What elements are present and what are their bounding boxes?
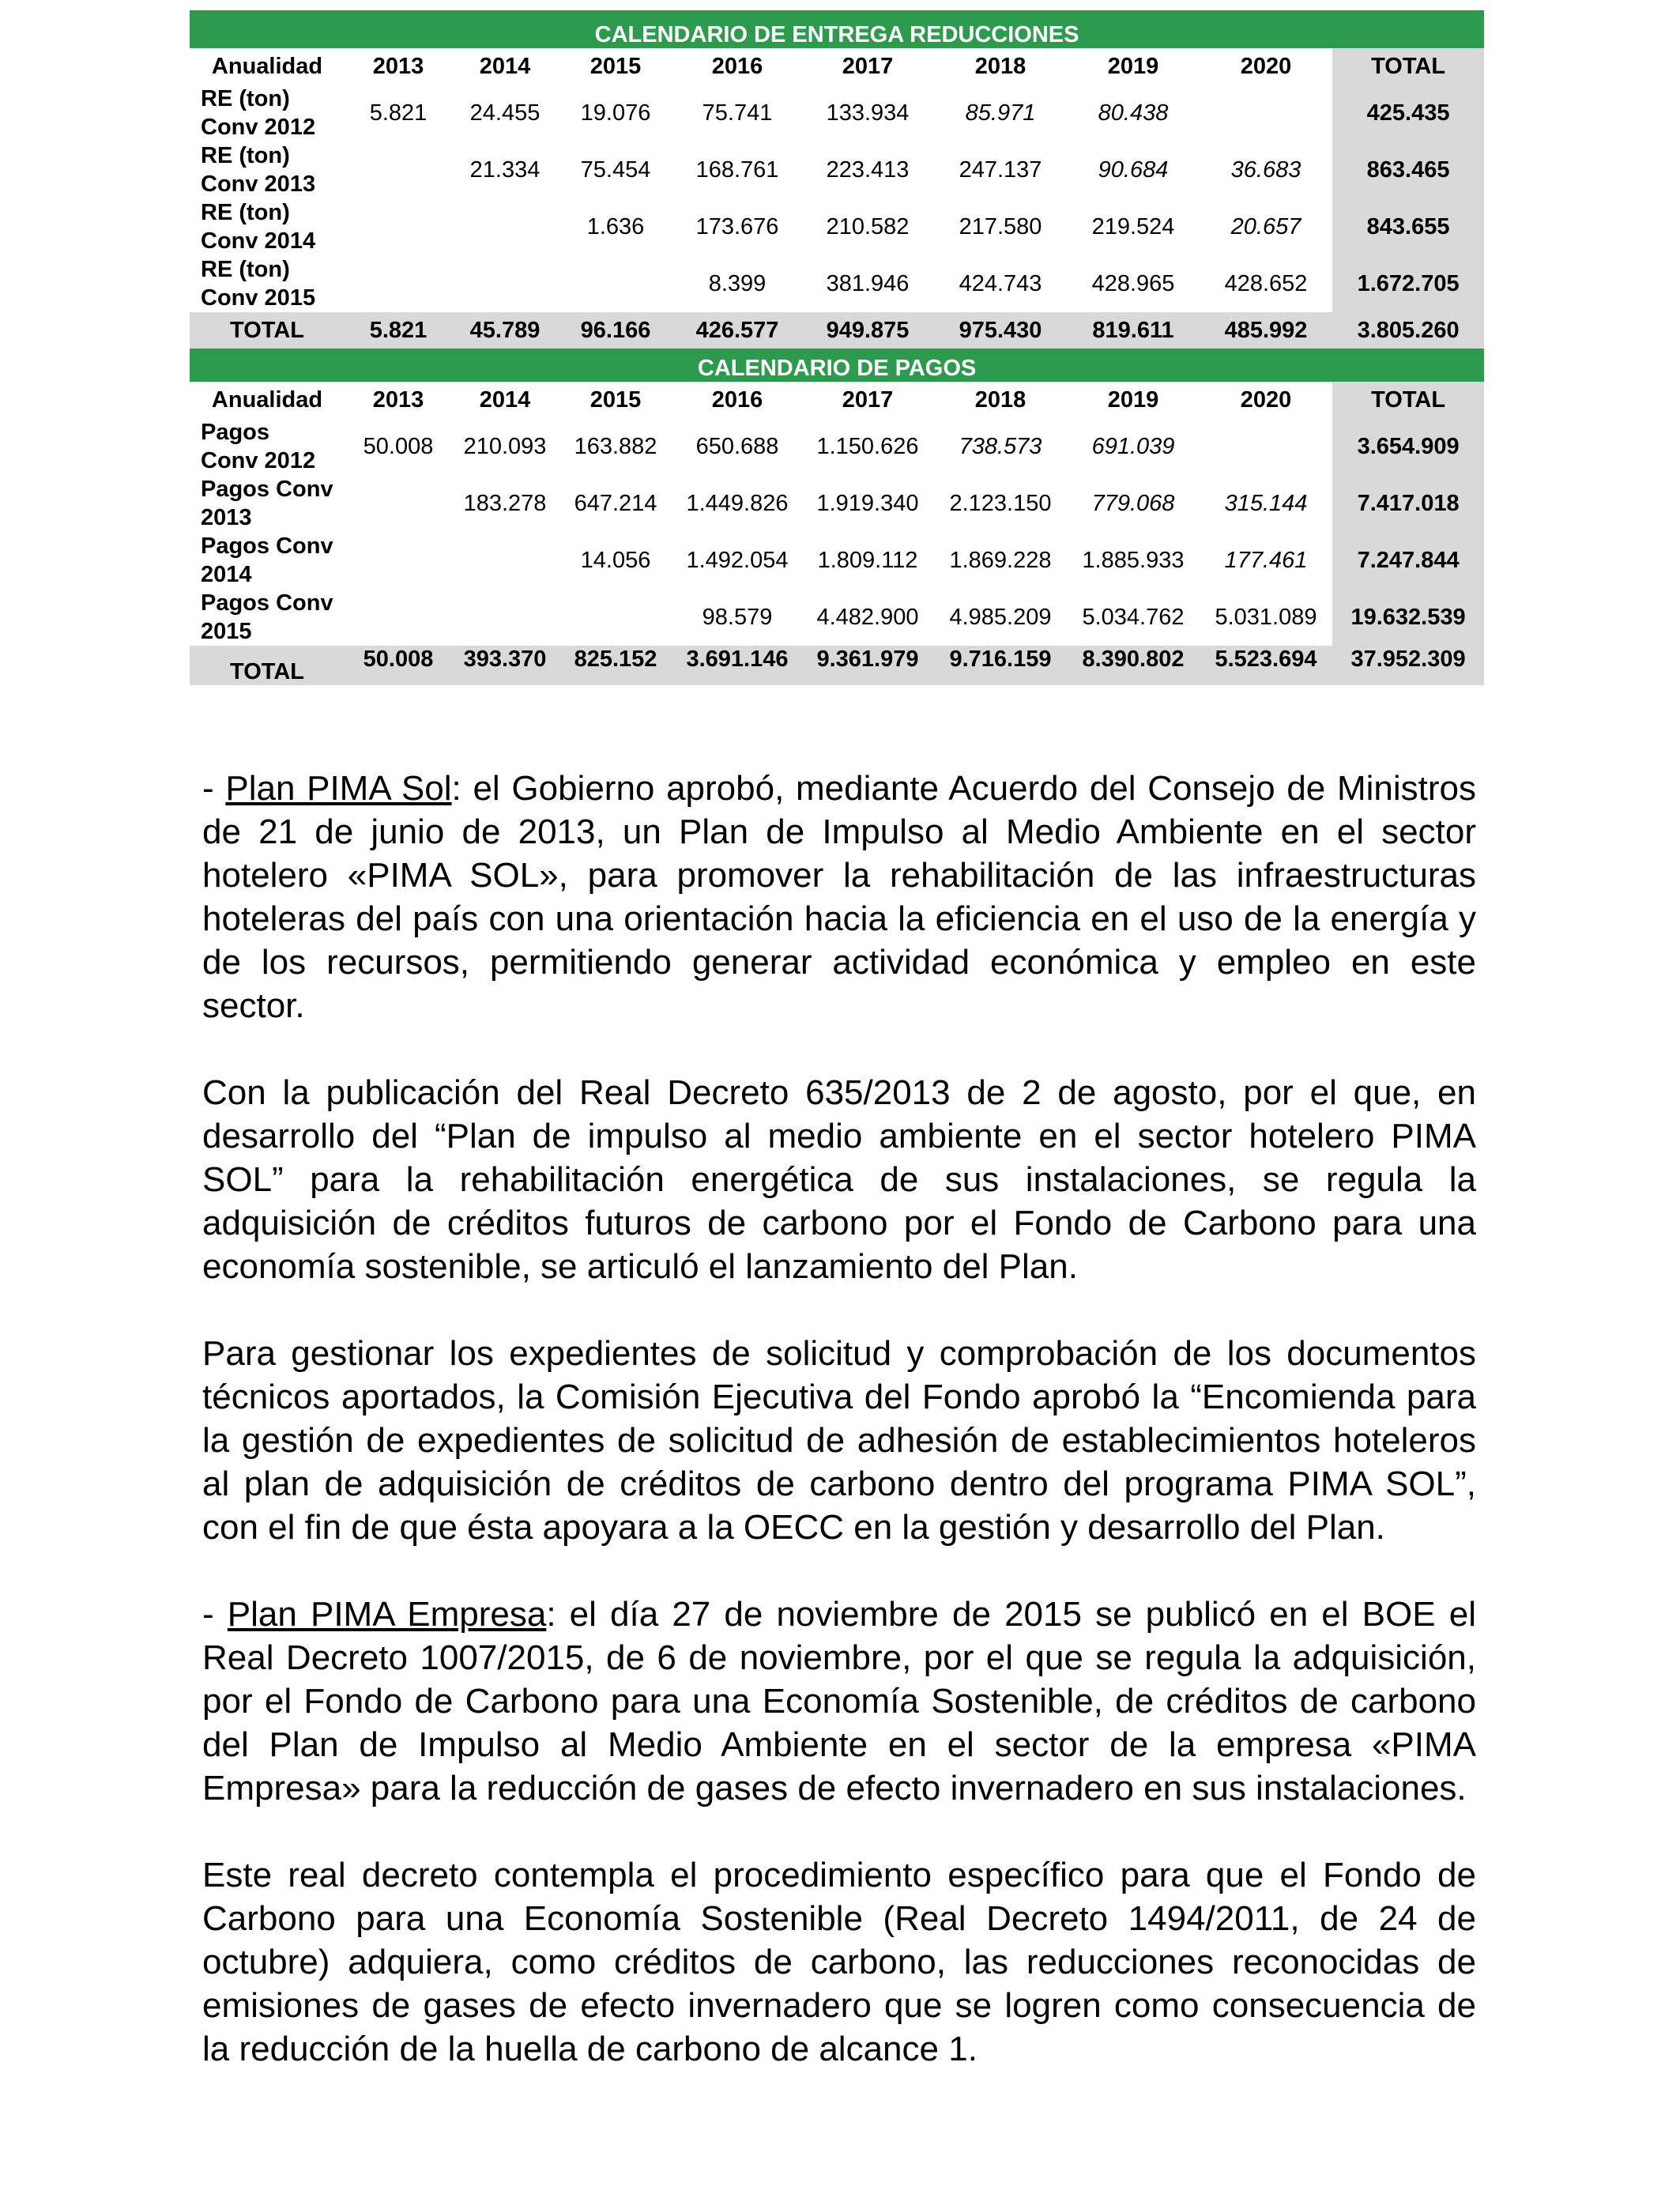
table-row xyxy=(190,85,1484,141)
total-cell: 9.716.159 xyxy=(934,646,1067,685)
grand-total-cell: 3.805.260 xyxy=(1332,312,1484,349)
table-cell: 424.743 xyxy=(959,271,1042,296)
body-text xyxy=(202,767,1476,2114)
table-cell: 247.137 xyxy=(959,157,1042,183)
table-cell xyxy=(558,255,673,312)
tables-container xyxy=(190,10,1484,685)
total-cell: 975.430 xyxy=(934,312,1067,349)
table-cell: 738.573 xyxy=(959,434,1042,459)
paragraph-real-decreto-procedimiento: Este real decreto contempla el procedimiento específico para que el Fondo de Carbono para una Economía Sostenible (Real Decreto 1494/2011, de 24 de octubre) adquiera, como créditos de carbono, las reducciones reconocidas de emisiones de gases de efecto invernadero que se logren como consecuencia de la reducción de la huella de carbono de alcance 1. xyxy=(202,1856,1476,2068)
table-cell: 24.455 xyxy=(469,100,541,126)
table-row xyxy=(190,475,1484,532)
pima-sol-heading: Plan PIMA Sol xyxy=(225,769,452,808)
table-cell: 1.636 xyxy=(586,214,645,239)
table-cell: 2.123.150 xyxy=(949,491,1052,516)
total-cell: 3.691.146 xyxy=(673,646,801,685)
table-row xyxy=(190,589,1484,646)
total-cell: 5.523.694 xyxy=(1200,646,1332,685)
table-cell: 650.688 xyxy=(695,434,779,459)
header-cell: 2013 xyxy=(372,54,424,79)
table-cell: 1.885.933 xyxy=(1082,548,1185,573)
row-label: Pagos Conv 2014 xyxy=(201,533,333,587)
table-cell: 647.214 xyxy=(574,491,657,516)
table-cell: 210.093 xyxy=(463,434,547,459)
row-label: Pagos Conv 2013 xyxy=(201,477,333,530)
total-cell: 949.875 xyxy=(801,312,934,349)
row-total-cell: 3.654.909 xyxy=(1332,418,1484,475)
header-cell: 2018 xyxy=(974,54,1026,79)
table-cell xyxy=(345,198,452,255)
header-cell: 2020 xyxy=(1240,387,1292,413)
pagos-banner xyxy=(190,349,1484,382)
header-cell: Anualidad xyxy=(211,54,323,79)
table-cell xyxy=(452,589,558,646)
header-cell: 2020 xyxy=(1240,54,1292,79)
table-cell: 133.934 xyxy=(826,100,910,126)
total-cell: 819.611 xyxy=(1067,312,1200,349)
table-cell xyxy=(452,198,558,255)
table-cell: 1.919.340 xyxy=(816,491,919,516)
row-total-cell: 7.417.018 xyxy=(1332,475,1484,532)
row-total-cell: 7.247.844 xyxy=(1332,532,1484,589)
row-total-cell: 425.435 xyxy=(1332,85,1484,141)
row-label: RE (ton) Conv 2014 xyxy=(201,200,316,254)
total-cell: 96.166 xyxy=(558,312,673,349)
header-cell: 2018 xyxy=(974,387,1026,413)
table-row xyxy=(190,418,1484,475)
row-label: RE (ton) Conv 2012 xyxy=(201,86,316,140)
table-cell: 19.076 xyxy=(580,100,651,126)
table-cell: 14.056 xyxy=(580,548,651,573)
row-total-cell: 19.632.539 xyxy=(1332,589,1484,646)
table-cell xyxy=(452,255,558,312)
total-cell: 45.789 xyxy=(452,312,558,349)
table-cell xyxy=(345,141,452,198)
pima-empresa-heading: Plan PIMA Empresa xyxy=(227,1595,547,1634)
row-label: RE (ton) Conv 2013 xyxy=(201,143,316,197)
header-cell: 2019 xyxy=(1107,54,1159,79)
row-label: Pagos Conv 2012 xyxy=(201,420,316,473)
reducciones-banner xyxy=(190,10,1484,48)
header-cell: 2016 xyxy=(711,387,763,413)
table-cell: 691.039 xyxy=(1091,434,1175,459)
table-cell: 1.492.054 xyxy=(686,548,789,573)
table-cell: 21.334 xyxy=(469,157,541,183)
table-cell: 168.761 xyxy=(695,157,779,183)
table-cell: 779.068 xyxy=(1091,491,1175,516)
row-label: Pagos Conv 2015 xyxy=(201,590,333,644)
table-cell: 20.657 xyxy=(1230,214,1301,239)
total-cell: 485.992 xyxy=(1200,312,1332,349)
header-cell: 2014 xyxy=(479,387,531,413)
table-cell xyxy=(1200,85,1332,141)
total-cell: 9.361.979 xyxy=(801,646,934,685)
table-cell: 315.144 xyxy=(1224,491,1308,516)
table-cell xyxy=(345,589,452,646)
table-cell xyxy=(452,532,558,589)
header-cell: 2013 xyxy=(372,387,424,413)
table-cell: 90.684 xyxy=(1098,157,1169,183)
header-cell-total: TOTAL xyxy=(1332,48,1484,85)
table-cell xyxy=(345,475,452,532)
table-cell: 173.676 xyxy=(695,214,779,239)
header-cell: 2017 xyxy=(842,54,894,79)
table-cell: 75.454 xyxy=(580,157,651,183)
table-cell: 177.461 xyxy=(1224,548,1308,573)
table-cell: 381.946 xyxy=(826,271,910,296)
total-label: TOTAL xyxy=(190,312,345,349)
header-cell-total: TOTAL xyxy=(1332,382,1484,418)
table-cell: 4.985.209 xyxy=(949,605,1052,630)
paragraph-encomienda: Para gestionar los expedientes de solicitud y comprobación de los documentos técnicos aportados, la Comisión Ejecutiva del Fondo aprobó la “Encomienda para la gestión de expedientes de solicitud de adhesión de establecimientos hoteleros al plan de adquisición de créditos de carbono dentro del programa PIMA SOL”, con el fin de que ésta apoyara a la OECC en la gestión y desarrollo del Plan. xyxy=(202,1334,1476,1547)
table-cell: 4.482.900 xyxy=(816,605,919,630)
total-cell: 393.370 xyxy=(452,646,558,685)
total-cell: 426.577 xyxy=(673,312,801,349)
table-cell: 210.582 xyxy=(826,214,910,239)
table-cell: 1.449.826 xyxy=(686,491,789,516)
header-cell: 2016 xyxy=(711,54,763,79)
total-cell: 8.390.802 xyxy=(1067,646,1200,685)
table-cell: 223.413 xyxy=(826,157,910,183)
table-cell: 1.869.228 xyxy=(949,548,1052,573)
total-cell: 825.152 xyxy=(558,646,673,685)
grand-total-cell: 37.952.309 xyxy=(1332,646,1484,685)
table-cell: 5.031.089 xyxy=(1215,605,1317,630)
header-cell: 2015 xyxy=(590,54,642,79)
table-cell: 36.683 xyxy=(1230,157,1301,183)
header-cell: 2015 xyxy=(590,387,642,413)
reducciones-header-row xyxy=(190,48,1484,85)
row-total-cell: 843.655 xyxy=(1332,198,1484,255)
table-cell: 80.438 xyxy=(1098,100,1169,126)
table-cell: 428.965 xyxy=(1091,271,1175,296)
header-cell: 2019 xyxy=(1107,387,1159,413)
table-cell: 5.034.762 xyxy=(1082,605,1185,630)
pagos-header-row xyxy=(190,382,1484,418)
table-cell: 428.652 xyxy=(1224,271,1308,296)
header-cell: 2017 xyxy=(842,387,894,413)
total-row xyxy=(190,312,1484,349)
table-cell: 85.971 xyxy=(965,100,1036,126)
paragraph-real-decreto-635: Con la publicación del Real Decreto 635/2013 de 2 de agosto, por el que, en desarrollo del “Plan de impulso al medio ambiente en el sector hotelero PIMA SOL” para la rehabilitación energética de sus instalaciones, se regula la adquisición de créditos futuros de carbono por el Fondo de Carbono para una economía sostenible, se articuló el lanzamiento del Plan. xyxy=(202,1073,1476,1286)
table-cell: 217.580 xyxy=(959,214,1042,239)
table-cell: 1.150.626 xyxy=(816,434,919,459)
table-cell: 50.008 xyxy=(363,434,434,459)
table-cell: 183.278 xyxy=(463,491,547,516)
table-row xyxy=(190,141,1484,198)
table-cell: 163.882 xyxy=(574,434,657,459)
row-label: RE (ton) Conv 2015 xyxy=(201,257,316,311)
table-cell: 8.399 xyxy=(708,271,767,296)
table-cell: 98.579 xyxy=(702,605,773,630)
total-cell: 5.821 xyxy=(345,312,452,349)
table-cell xyxy=(558,589,673,646)
table-cell: 1.809.112 xyxy=(817,548,918,573)
table-row xyxy=(190,532,1484,589)
reducciones-title: CALENDARIO DE ENTREGA REDUCCIONES xyxy=(190,10,1484,48)
table-cell xyxy=(345,532,452,589)
table-cell: 219.524 xyxy=(1091,214,1175,239)
table-cell xyxy=(345,255,452,312)
pagos-title: CALENDARIO DE PAGOS xyxy=(190,349,1484,382)
paragraph-pima-empresa: - Plan PIMA Empresa: el día 27 de noviembre de 2015 se publicó en el BOE el Real Decreto 1007/2015, de 6 de noviembre, por el que se regula la adquisición, por el Fondo de Carbono para una Economía Sostenible, de créditos de carbono del Plan de Impulso al Medio Ambiente en el sector de la empresa «PIMA Empresa» para la reducción de gases de efecto invernadero en sus instalaciones. xyxy=(202,1595,1476,1808)
total-row xyxy=(190,646,1484,685)
paragraph-pima-sol: - Plan PIMA Sol: el Gobierno aprobó, mediante Acuerdo del Consejo de Ministros de 21 de junio de 2013, un Plan de Impulso al Medio Ambiente en el sector hotelero «PIMA SOL», para promover la rehabilitación de las infraestructuras hoteleras del país con una orientación hacia la eficiencia en el uso de la energía y de los recursos, permitiendo generar actividad económica y empleo en este sector. xyxy=(202,769,1476,1025)
table-cell: 75.741 xyxy=(702,100,773,126)
total-cell: 50.008 xyxy=(345,646,452,685)
table-row xyxy=(190,198,1484,255)
header-cell: 2014 xyxy=(479,54,531,79)
table-row xyxy=(190,255,1484,312)
table-cell xyxy=(1200,418,1332,475)
calendar-table xyxy=(190,10,1484,685)
total-label: TOTAL xyxy=(190,646,345,685)
row-total-cell: 863.465 xyxy=(1332,141,1484,198)
table-cell: 5.821 xyxy=(369,100,428,126)
row-total-cell: 1.672.705 xyxy=(1332,255,1484,312)
header-cell: Anualidad xyxy=(211,387,323,413)
